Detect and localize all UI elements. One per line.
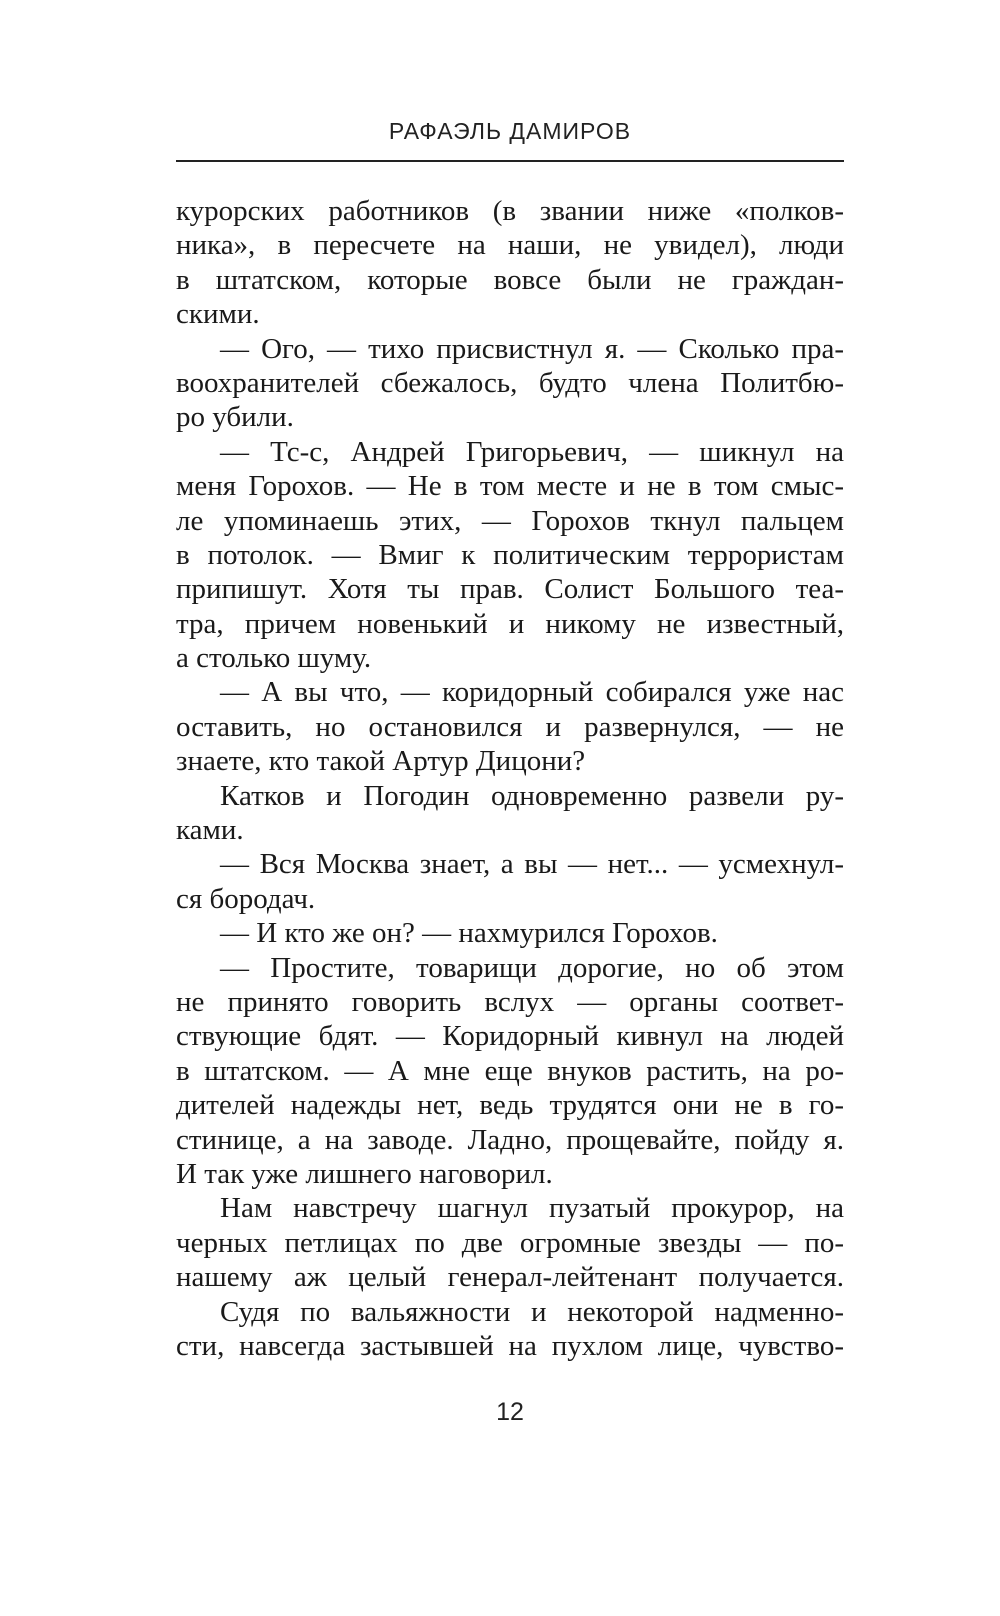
running-head-author: РАФАЭЛЬ ДАМИРОВ xyxy=(388,118,632,144)
text-line: ся бородач. xyxy=(176,882,316,915)
text-line: — Простите, товарищи дорогие, но об этом xyxy=(220,951,844,984)
text-line: Судя по вальяжности и некоторой надменно- xyxy=(220,1295,844,1328)
text-line: воохранителей сбежалось, будто члена Политбю- xyxy=(176,366,844,399)
header-rule xyxy=(176,160,844,162)
text-line: И так уже лишнего наговорил. xyxy=(176,1157,553,1190)
text-line: черных петлицах по две огромные звезды — по- xyxy=(176,1226,844,1259)
text-line: — И кто же он? — нахмурился Горохов. xyxy=(220,917,718,950)
text-line: Катков и Погодин одновременно развели ру- xyxy=(220,779,844,812)
text-line: — Ого, — тихо присвистнул я. — Сколько пра- xyxy=(220,332,844,365)
text-line: ро убили. xyxy=(176,401,294,434)
page-number: 12 xyxy=(496,1398,524,1426)
text-line: в потолок. — Вмиг к политическим террористам xyxy=(176,538,844,571)
text-line: дителей надежды нет, ведь трудятся они не в го- xyxy=(176,1089,844,1122)
text-line: скими. xyxy=(176,298,260,331)
text-line: — Тс-с, Андрей Григорьевич, — шикнул на xyxy=(220,435,844,468)
text-line: сти, навсегда застывшей на пухлом лице, чувство- xyxy=(176,1329,844,1362)
text-line: в штатском. — А мне еще внуков растить, на ро- xyxy=(176,1054,844,1087)
text-line: — Вся Москва знает, а вы — нет... — усмехнул- xyxy=(220,848,844,881)
text-line: ника», в пересчете на наши, не увидел), люди xyxy=(176,229,844,262)
text-line: припишут. Хотя ты прав. Солист Большого теа- xyxy=(176,573,844,606)
text-line: меня Горохов. — Не в том месте и не в том смыс- xyxy=(176,470,844,503)
text-line: тра, причем новенький и никому не известный, xyxy=(176,607,844,640)
text-line: в штатском, которые вовсе были не граждан- xyxy=(176,263,844,296)
text-line: ле упоминаешь этих, — Горохов ткнул пальцем xyxy=(176,504,844,537)
text-line: стинице, а на заводе. Ладно, прощевайте, пойду я. xyxy=(176,1123,844,1156)
text-line: курорских работников (в звании ниже «полков- xyxy=(176,195,844,227)
text-line: а столько шуму. xyxy=(176,642,372,675)
text-line: оставить, но остановился и развернулся, — не xyxy=(176,710,844,743)
text-line: не принято говорить вслух — органы соответ- xyxy=(176,985,844,1018)
text-line: знаете, кто такой Артур Дицони? xyxy=(176,745,586,778)
text-line: ствующие бдят. — Коридорный кивнул на людей xyxy=(176,1020,844,1053)
body-text xyxy=(176,194,844,1363)
text-line: ками. xyxy=(176,814,244,847)
text-line: Нам навстречу шагнул пузатый прокурор, на xyxy=(220,1192,844,1225)
text-line: нашему аж целый генерал-лейтенант получается. xyxy=(176,1261,844,1294)
text-line: — А вы что, — коридорный собирался уже нас xyxy=(220,676,844,709)
